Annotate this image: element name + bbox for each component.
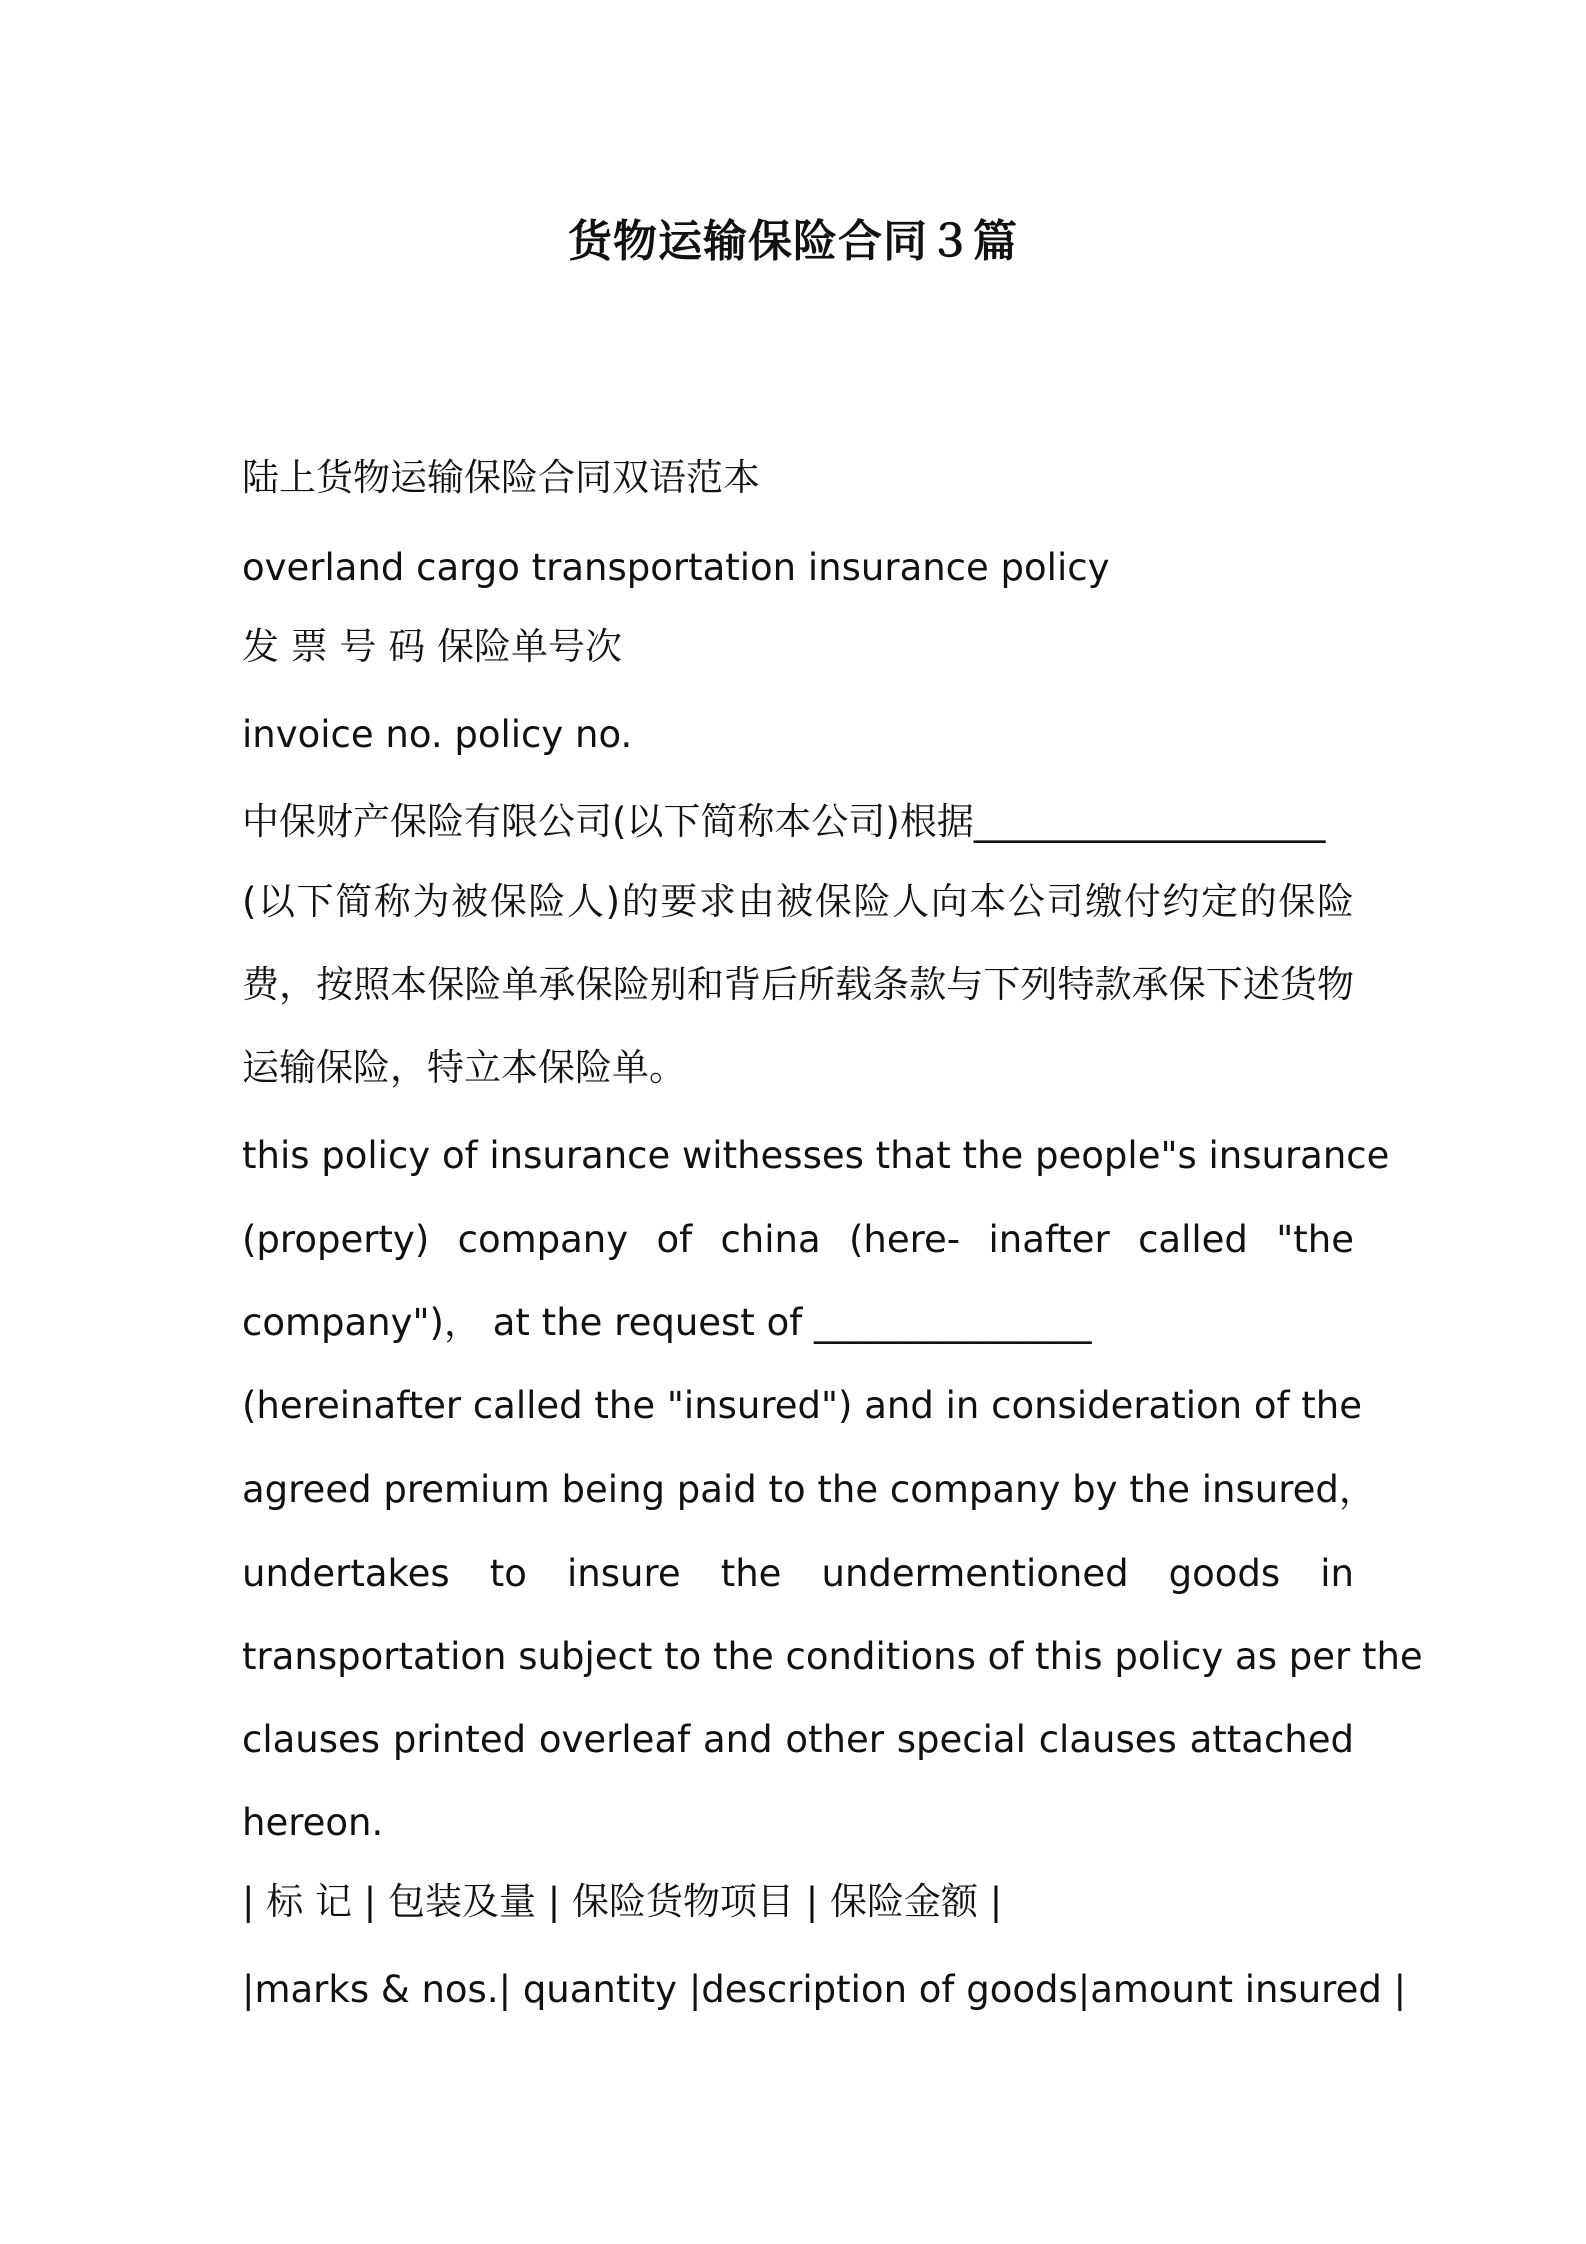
table-header-chinese: | 标 记 | 包装及量 | 保险货物项目 | 保险金额 |	[242, 1880, 1003, 1923]
paragraph-line: 中保财产保险有限公司(以下简称本公司)根据___________________	[242, 800, 1326, 843]
paragraph-line: 发 票 号 码 保险单号次	[242, 625, 623, 668]
paragraph-line: overland cargo transportation insurance policy	[242, 546, 1110, 589]
paragraph-line: agreed premium being paid to the company by the insured，	[242, 1468, 1376, 1511]
paragraph-line: 运输保险，特立本保险单。	[242, 1046, 686, 1089]
paragraph-line: 费，按照本保险单承保险别和背后所载条款与下列特款承保下述货物	[242, 963, 1354, 1006]
paragraph-line: hereon.	[242, 1801, 384, 1844]
paragraph-line: company")， at the request of _______________	[242, 1301, 1092, 1344]
paragraph-line: 陆上货物运输保险合同双语范本	[242, 456, 760, 499]
paragraph-line: transportation subject to the conditions of this policy as per the	[242, 1635, 1423, 1678]
paragraph-line: (hereinafter called the "insured") and in consideration of the	[242, 1384, 1363, 1427]
paragraph-line: invoice no. policy no.	[242, 713, 633, 756]
document-title: 货物运输保险合同３篇	[568, 216, 1018, 267]
paragraph-line: (property) company of china (here- inafter called "the	[242, 1218, 1354, 1261]
paragraph-line: clauses printed overleaf and other special clauses attached	[242, 1718, 1354, 1761]
paragraph-line: this policy of insurance withesses that the people"s insurance	[242, 1134, 1390, 1177]
paragraph-line: (以下简称为被保险人)的要求由被保险人向本公司缴付约定的保险	[242, 880, 1354, 923]
paragraph-line: undertakes to insure the undermentioned goods in	[242, 1552, 1354, 1595]
table-header-english: |marks & nos.| quantity |description of goods|amount insured |	[242, 1968, 1407, 2011]
